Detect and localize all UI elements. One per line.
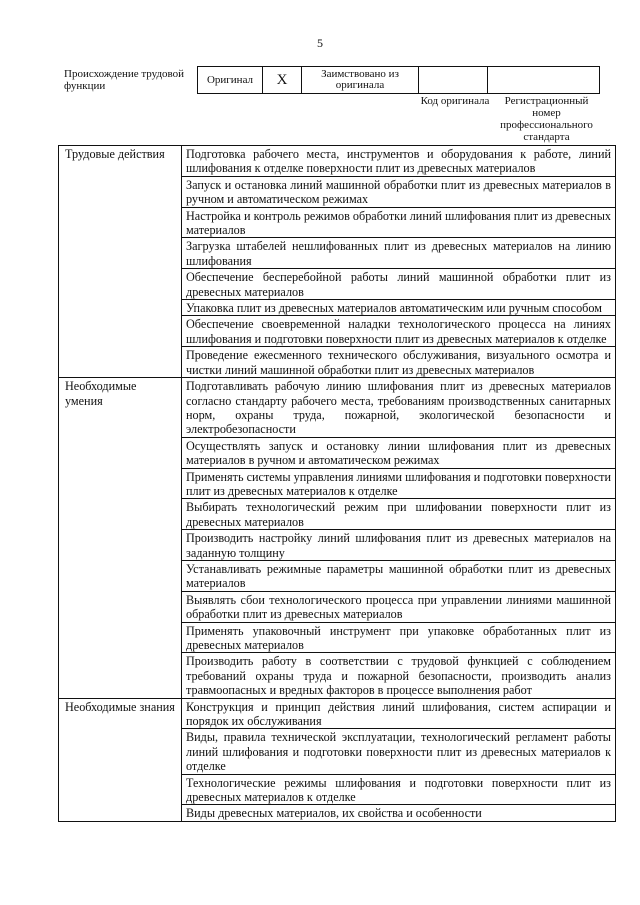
section-item: Запуск и остановка линий машинной обработки плит из древесных материалов в ручном и автоматическом режимах	[182, 176, 616, 207]
section-item: Устанавливать режимные параметры машинной обработки плит из древесных материалов	[182, 560, 616, 591]
function-table	[58, 145, 616, 822]
section-item: Подготовка рабочего места, инструментов и оборудования к работе, линий шлифования к отделке поверхности плит из древесных материалов	[182, 146, 616, 177]
table-row	[59, 378, 616, 438]
section-item: Конструкция и принцип действия линий шлифования, систем аспирации и порядок их обслуживания	[182, 698, 616, 729]
section-item: Обеспечение своевременной наладки технологического процесса на линиях шлифования и подготовки поверхности плит из древесных материалов к отделке	[182, 316, 616, 347]
origin-label: Происхождение трудовой функции	[64, 68, 185, 92]
section-title: Трудовые действия	[59, 146, 182, 378]
origin-table	[197, 66, 600, 94]
section-item: Настройка и контроль режимов обработки линий шлифования плит из древесных материалов	[182, 207, 616, 238]
section-item: Загрузка штабелей нешлифованных плит из древесных материалов на линию шлифования	[182, 238, 616, 269]
section-item: Виды, правила технической эксплуатации, технологический регламент работы линий шлифования и подготовки поверхности плит из древесных материалов к отделке	[182, 729, 616, 774]
table-row	[59, 146, 616, 177]
section-item: Проведение ежесменного технического обслуживания, визуального осмотра и чистки линий машинной обработки плит из древесных материалов	[182, 347, 616, 378]
section-item: Упаковка плит из древесных материалов автоматическим или ручным способом	[182, 300, 616, 316]
table-row	[59, 698, 616, 729]
section-title: Необходимые умения	[59, 378, 182, 699]
section-item: Осуществлять запуск и остановку линии шлифования плит из древесных материалов в ручном и автоматическом режимах	[182, 437, 616, 468]
page-number: 5	[317, 36, 323, 50]
section-item: Технологические режимы шлифования и подготовки поверхности плит из древесных материалов к отделке	[182, 774, 616, 805]
reg-number-cell	[488, 67, 600, 94]
section-item: Применять упаковочный инструмент при упаковке обработанных плит из древесных материалов	[182, 622, 616, 653]
section-item: Производить работу в соответствии с трудовой функцией с соблюдением требований охраны труда и пожарной безопасности, производить анализ травмоопасных и вредных факторов в процессе выполнения работ	[182, 653, 616, 698]
reg-number-caption: Регистрационный номер профессионального стандарта	[500, 95, 593, 143]
borrowed-cell: Заимствовано из оригинала	[302, 67, 419, 94]
section-item: Виды древесных материалов, их свойства и особенности	[182, 805, 616, 821]
section-item: Подготавливать рабочую линию шлифования плит из древесных материалов согласно стандарту рабочего места, требованиям производственных санитарных норм, охраны труда, пожарной, экологической безопасности и электробезопасности	[182, 378, 616, 438]
original-mark: X	[263, 67, 302, 94]
section-item: Обеспечение бесперебойной работы линий машинной обработки плит из древесных материалов	[182, 269, 616, 300]
code-cell	[419, 67, 488, 94]
original-cell: Оригинал	[198, 67, 263, 94]
section-item: Выявлять сбои технологического процесса при управлении линиями машинной обработки плит из древесных материалов	[182, 591, 616, 622]
code-caption: Код оригинала	[420, 95, 490, 107]
section-title: Необходимые знания	[59, 698, 182, 821]
section-item: Применять системы управления линиями шлифования и подготовки поверхности плит из древесных материалов к отделке	[182, 468, 616, 499]
section-item: Выбирать технологический режим при шлифовании поверхности плит из древесных материалов	[182, 499, 616, 530]
section-item: Производить настройку линий шлифования плит из древесных материалов на заданную толщину	[182, 530, 616, 561]
